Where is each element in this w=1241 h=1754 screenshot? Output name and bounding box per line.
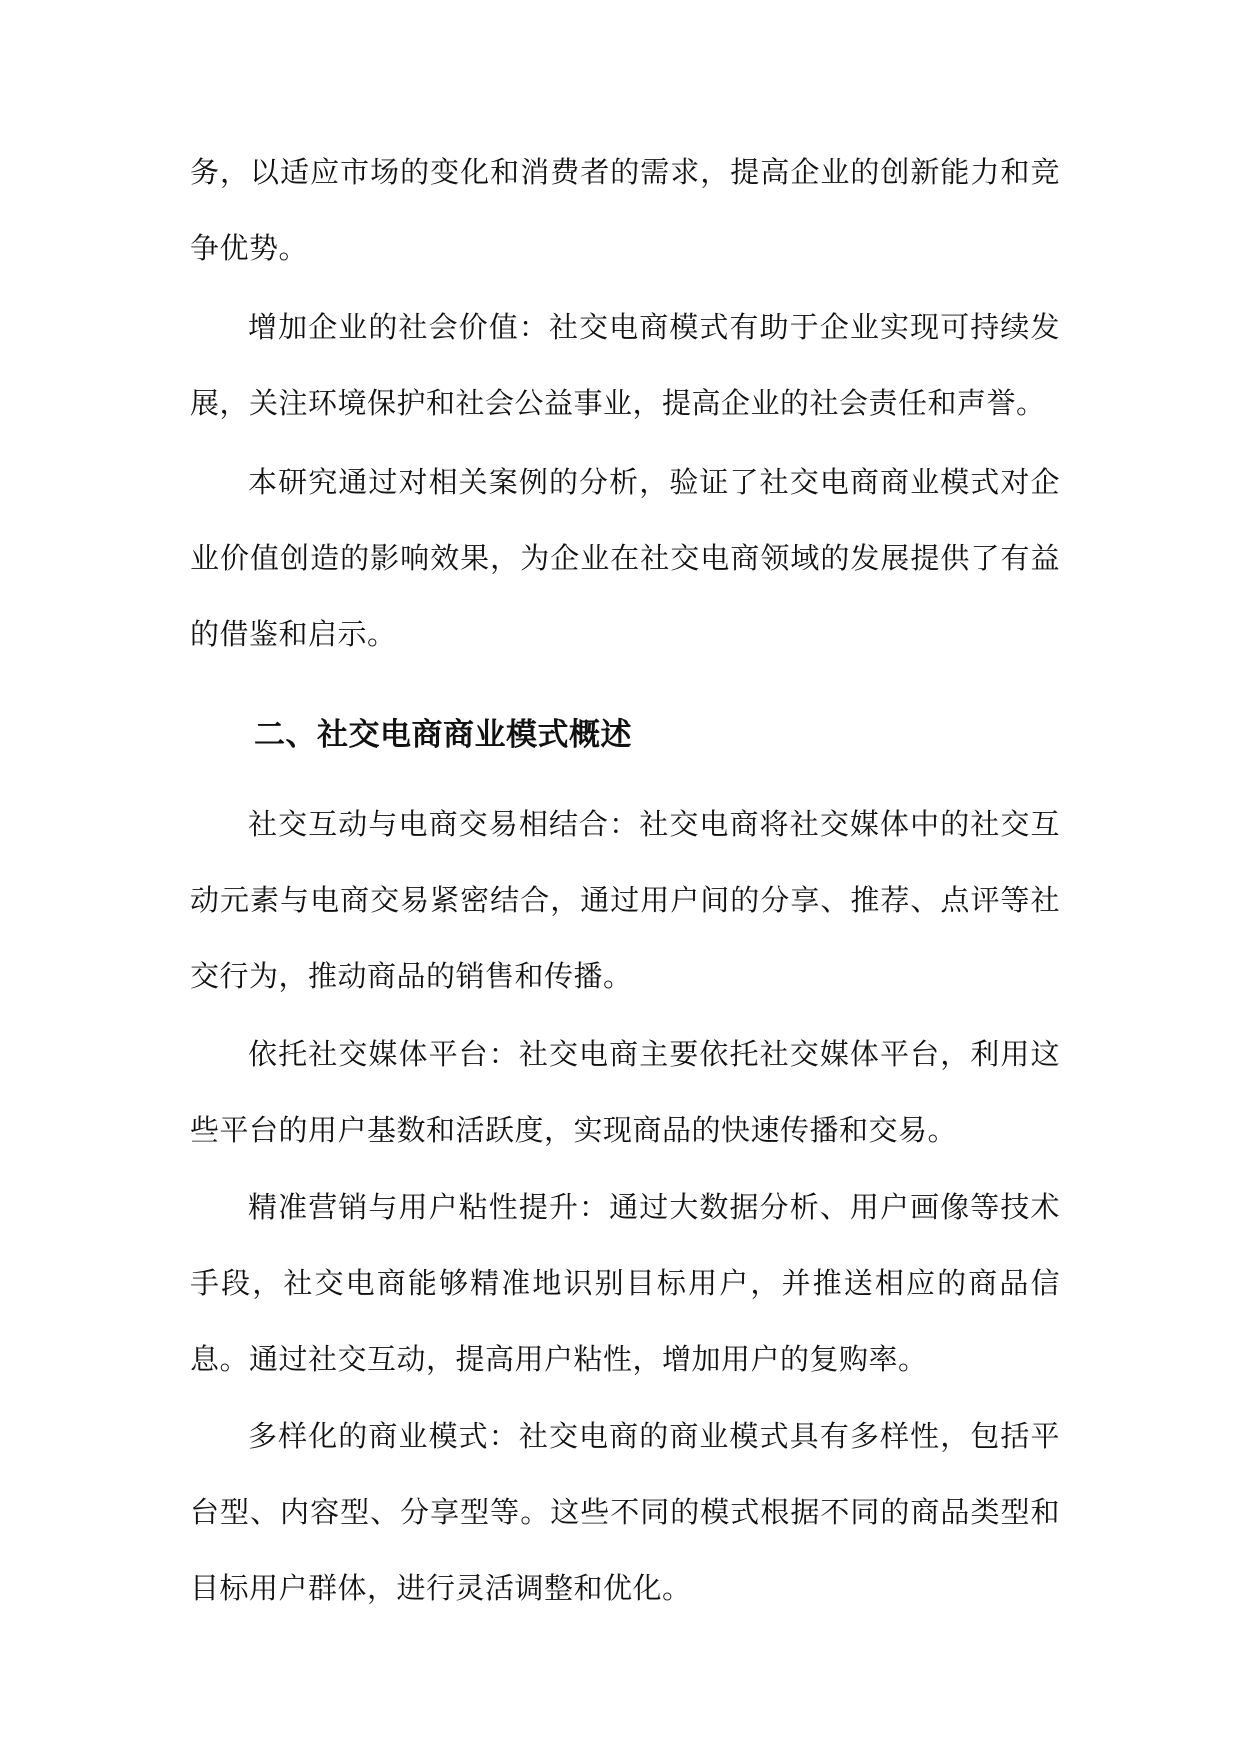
paragraph-social-interaction: 社交互动与电商交易相结合：社交电商将社交媒体中的社交互动元素与电商交易紧密结合，通过用户间的分享、推荐、点评等社交行为，推动商品的销售和传播。 bbox=[190, 807, 1060, 993]
paragraph-precision-marketing: 精准营销与用户粘性提升：通过大数据分析、用户画像等技术手段，社交电商能够精准地识别目标用户，并推送相应的商品信息。通过社交互动，提高用户粘性，增加用户的复购率。 bbox=[190, 1190, 1060, 1376]
paragraph-continuation: 务，以适应市场的变化和消费者的需求，提高企业的创新能力和竞争优势。 bbox=[190, 155, 1060, 265]
paragraph-platform-reliance: 依托社交媒体平台：社交电商主要依托社交媒体平台，利用这些平台的用户基数和活跃度，实现商品的快速传播和交易。 bbox=[190, 1037, 1060, 1147]
section-heading: 二、社交电商商业模式概述 bbox=[254, 717, 632, 753]
paragraph-diverse-models: 多样化的商业模式：社交电商的商业模式具有多样性，包括平台型、内容型、分享型等。这些不同的模式根据不同的商品类型和目标用户群体，进行灵活调整和优化。 bbox=[190, 1419, 1060, 1605]
paragraph-research-summary: 本研究通过对相关案例的分析，验证了社交电商商业模式对企业价值创造的影响效果，为企业在社交电商领域的发展提供了有益的借鉴和启示。 bbox=[190, 465, 1060, 651]
paragraph-social-value: 增加企业的社会价值：社交电商模式有助于企业实现可持续发展，关注环境保护和社会公益事业，提高企业的社会责任和声誉。 bbox=[190, 310, 1060, 420]
